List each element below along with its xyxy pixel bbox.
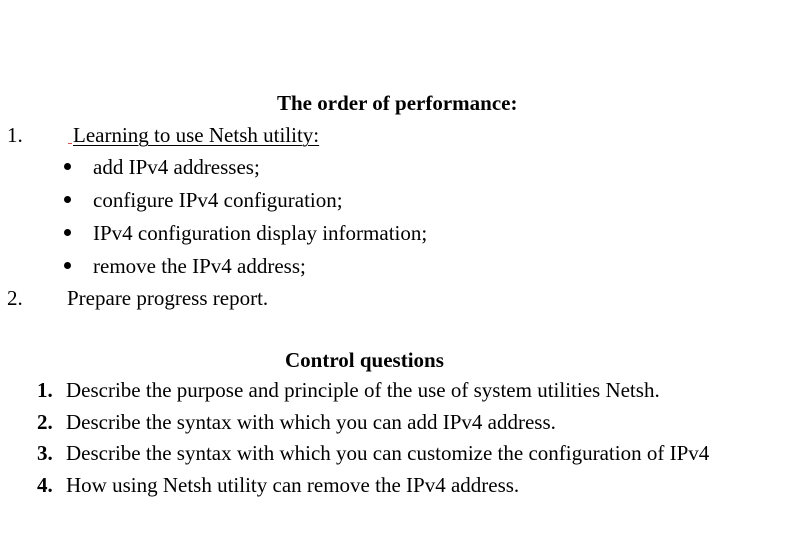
step-text: Learning to use Netsh utility: (73, 123, 320, 147)
step-text: Prepare progress report. (67, 286, 269, 310)
step-number: 1. (7, 123, 23, 147)
bullet-icon (64, 229, 71, 236)
step-number: 2. (7, 286, 23, 310)
bullet-item: configure IPv4 configuration; (93, 188, 343, 212)
performance-heading: The order of performance: (277, 91, 518, 115)
question-number: 4. (37, 473, 53, 497)
question-number: 1. (37, 378, 53, 402)
control-heading: Control questions (285, 348, 444, 372)
question-text: Describe the syntax with which you can add IPv4 address. (66, 410, 556, 434)
question-text: Describe the purpose and principle of the use of system utilities Netsh. (66, 378, 660, 402)
spellcheck-mark (68, 143, 72, 144)
bullet-item: IPv4 configuration display information; (93, 221, 428, 245)
bullet-icon (64, 196, 71, 203)
question-number: 3. (37, 441, 53, 465)
question-number: 2. (37, 410, 53, 434)
bullet-item: remove the IPv4 address; (93, 254, 306, 278)
question-text: How using Netsh utility can remove the IPv4 address. (66, 473, 520, 497)
bullet-icon (64, 163, 71, 170)
bullet-icon (64, 262, 71, 269)
bullet-item: add IPv4 addresses; (93, 155, 260, 179)
question-text: Describe the syntax with which you can customize the configuration of IPv4 (66, 441, 710, 465)
